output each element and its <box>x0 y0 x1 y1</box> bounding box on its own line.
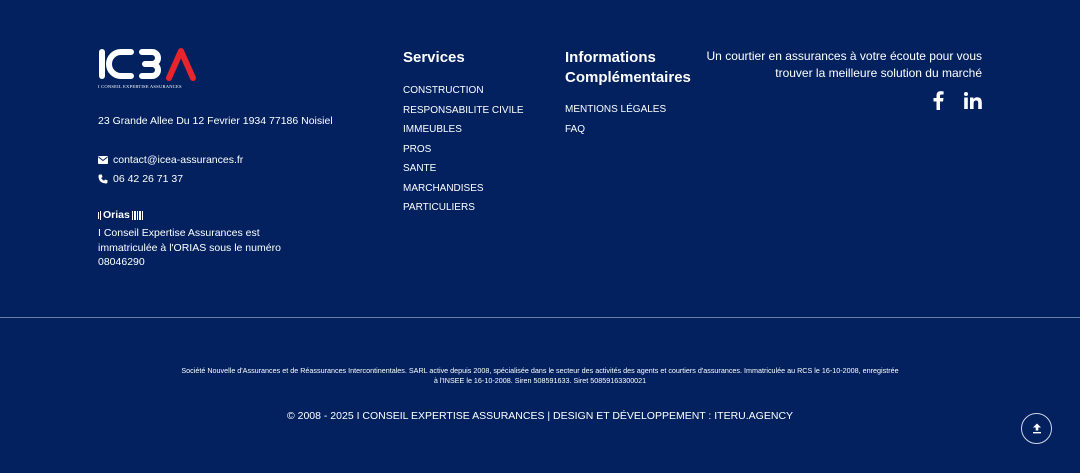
info-link-mentions-legales[interactable]: MENTIONS LÉGALES <box>565 104 667 115</box>
services-link-sante[interactable]: SANTE <box>403 163 437 174</box>
footer-divider <box>0 317 1080 318</box>
legal-text: Société Nouvelle d'Assurances et de Réassurances Intercontinentales. SARL active depuis 2008, spécialisée dans le secteur des activités des agents et courtiers d'assurances. Immatriculée au RCS le 16-10-2008, enregistrée à l'INSEE le 16-10-2008. Siren 508591633. Siret 50859163300021 <box>181 366 899 385</box>
facebook-link[interactable] <box>933 91 944 110</box>
services-link-particuliers[interactable]: PARTICULIERS <box>403 202 475 213</box>
orias-label: Orias <box>103 209 130 221</box>
phone-icon <box>98 174 108 184</box>
social-links <box>933 91 982 110</box>
services-link-pros[interactable]: PROS <box>403 143 432 155</box>
logo-tagline: I CONSEIL EXPERTISE ASSURANCES <box>98 84 182 89</box>
info-heading: Informations Complémentaires <box>565 49 691 86</box>
copyright-text: © 2008 - 2025 I CONSEIL EXPERTISE ASSURANCES | DESIGN ET DÉVELOPPEMENT : ITERU.AGENCY <box>286 410 794 422</box>
company-address: 23 Grande Allee Du 12 Fevrier 1934 77186 Noisiel <box>98 115 333 127</box>
services-heading: Services <box>403 49 465 66</box>
services-link-construction[interactable]: CONSTRUCTION <box>403 85 484 96</box>
orias-bars-left-icon <box>98 211 101 220</box>
icea-logo[interactable] <box>98 46 198 92</box>
company-tagline: Un courtier en assurances à votre écoute pour vous trouver la meilleure solution du marché <box>706 49 982 80</box>
services-link-responsabilite-civile[interactable]: RESPONSABILITE CIVILE <box>403 104 524 116</box>
icea-logo-icon <box>98 46 196 82</box>
facebook-icon <box>933 91 944 110</box>
envelope-icon <box>98 156 108 164</box>
services-link-marchandises[interactable]: MARCHANDISES <box>403 182 484 194</box>
services-link-immeubles[interactable]: IMMEUBLES <box>403 124 462 135</box>
phone-link[interactable] <box>98 173 183 185</box>
orias-logo <box>98 209 143 221</box>
linkedin-link[interactable] <box>964 92 982 109</box>
email-link[interactable] <box>98 154 243 166</box>
orias-registration-text: I Conseil Expertise Assurances est immatriculée à l'ORIAS sous le numéro 08046290 <box>98 227 281 269</box>
back-to-top-button[interactable] <box>1021 413 1052 444</box>
services-list <box>403 85 524 222</box>
linkedin-icon <box>964 92 982 109</box>
orias-bars-right-icon <box>132 211 143 220</box>
arrow-up-icon <box>1032 423 1042 434</box>
info-link-faq[interactable]: FAQ <box>565 123 586 135</box>
info-list <box>565 104 666 143</box>
email-text: contact@icea-assurances.fr <box>113 154 244 166</box>
phone-text: 06 42 26 71 37 <box>113 173 184 185</box>
